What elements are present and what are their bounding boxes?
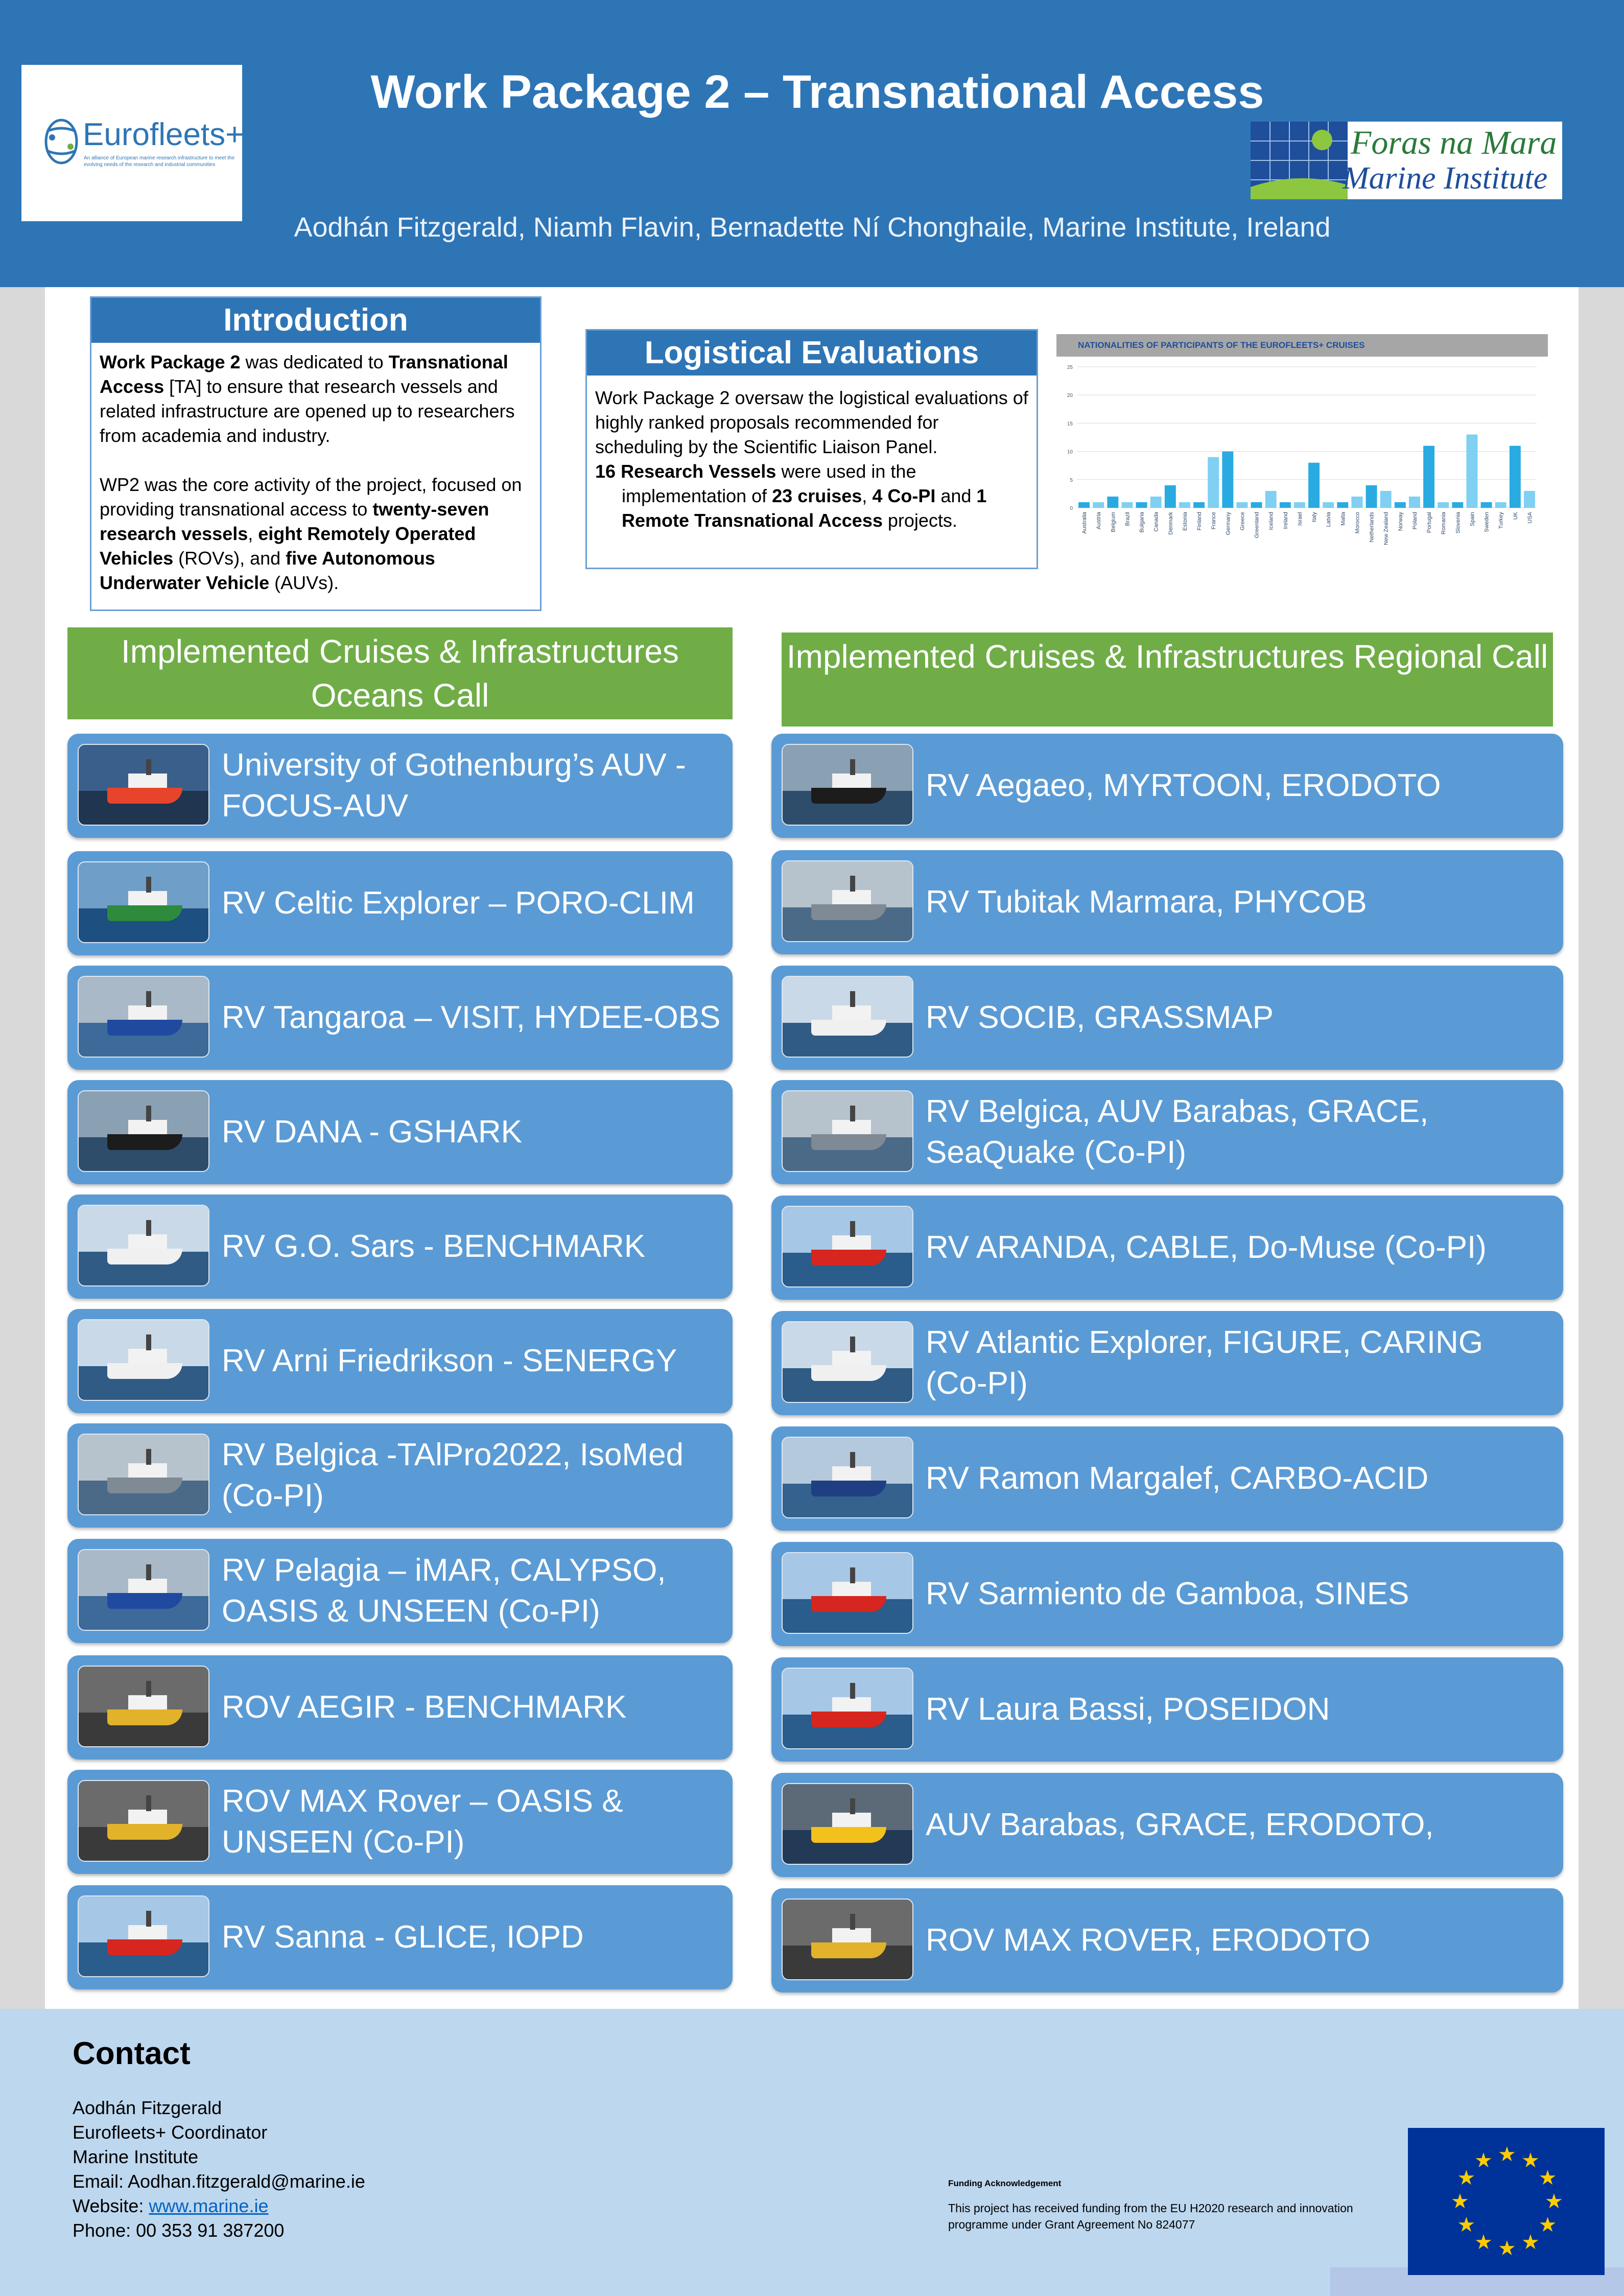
vessel-hull xyxy=(107,1824,182,1840)
infrastructure-item xyxy=(771,850,1563,954)
chart-x-tick-label: Turkey xyxy=(1498,512,1504,529)
vessel-cabin xyxy=(128,1234,167,1250)
chart-bar xyxy=(1351,497,1362,508)
vessel-mast xyxy=(146,877,151,893)
vessel-mast xyxy=(146,1449,151,1465)
vessel-cabin xyxy=(128,774,167,789)
website-link[interactable]: www.marine.ie xyxy=(149,2195,269,2216)
chart-x-tick-label: New Zealand xyxy=(1383,512,1390,545)
infrastructure-item xyxy=(67,851,733,955)
vessel-cabin xyxy=(832,1582,871,1598)
vessel-hull xyxy=(107,788,182,804)
chart-x-tick-label: Sweden xyxy=(1484,512,1490,532)
vessel-mast xyxy=(146,759,151,775)
contact-name: Aodhán Fitzgerald xyxy=(73,2097,222,2118)
text-run: 23 cruises xyxy=(772,485,862,506)
vessel-mast xyxy=(850,1106,855,1121)
chart-bar xyxy=(1409,497,1420,508)
oceans-call-heading: Implemented Cruises & Infrastructures Oceans Call xyxy=(67,627,733,719)
logistical-paragraph-1: Work Package 2 oversaw the logistical evaluations of highly ranked proposals recommended for scheduling by the Scientific Liaison Panel. xyxy=(595,387,1028,457)
infrastructure-label: RV Sarmiento de Gamboa, SINES xyxy=(926,1576,1409,1611)
infrastructure-label: RV Ramon Margalef, CARBO-ACID xyxy=(926,1461,1429,1496)
header-banner xyxy=(0,0,1624,287)
vessel-mast xyxy=(146,1795,151,1811)
chart-x-tick-label: Morocco xyxy=(1354,512,1361,534)
text-run: [TA] to ensure that research vessels and related infrastructure are opened up to researchers from academia and industry. xyxy=(100,376,515,446)
vessel-photo xyxy=(782,976,913,1058)
vessel-cabin xyxy=(128,1463,167,1479)
vessel-hull xyxy=(107,1478,182,1493)
vessel-cabin xyxy=(128,891,167,907)
chart-bar xyxy=(1395,502,1406,508)
infrastructure-label: ROV MAX ROVER, ERODOTO xyxy=(926,1923,1371,1958)
infrastructure-item xyxy=(771,1426,1563,1531)
contact-phone: Phone: 00 353 91 387200 xyxy=(73,2220,285,2241)
infrastructure-label: RV Laura Bassi, POSEIDON xyxy=(926,1692,1330,1727)
vessel-hull xyxy=(811,1365,886,1381)
vessel-cabin xyxy=(128,1695,167,1711)
vessel-hull xyxy=(107,905,182,921)
chart-bar xyxy=(1337,502,1348,508)
vessel-photo xyxy=(78,1319,209,1401)
infrastructure-label: RV Arni Friedrikson - SENERGY xyxy=(222,1343,677,1378)
vessel-hull xyxy=(811,1712,886,1727)
chart-y-tick-label: 10 xyxy=(1067,449,1073,455)
vessel-mast xyxy=(146,1681,151,1697)
chart-x-tick-label: UK xyxy=(1512,512,1519,520)
text-run: (ROVs), and xyxy=(173,548,286,569)
infrastructure-label: RV Belgica -TAlPro2022, IsoMed (Co-PI) xyxy=(222,1437,684,1513)
chart-x-tick-label: Germany xyxy=(1225,512,1232,535)
contact-org: Marine Institute xyxy=(73,2146,199,2167)
vessel-hull xyxy=(811,788,886,804)
text-run: and xyxy=(935,485,977,506)
vessel-photo xyxy=(782,1899,913,1980)
introduction-heading: Introduction xyxy=(91,298,540,343)
eu-flag-icon xyxy=(1408,2128,1605,2275)
vessel-mast xyxy=(850,1798,855,1814)
infrastructure-item xyxy=(771,966,1563,1070)
infrastructure-label: RV Pelagia – iMAR, CALYPSO, OASIS & UNSEEN (Co-PI) xyxy=(222,1553,666,1629)
chart-x-tick-label: Israel xyxy=(1297,512,1303,526)
vessel-hull xyxy=(811,1134,886,1150)
vessel-mast xyxy=(850,876,855,892)
vessel-mast xyxy=(146,1220,151,1236)
contact-role: Eurofleets+ Coordinator xyxy=(73,2122,268,2143)
chart-x-tick-label: Italy xyxy=(1311,512,1318,523)
infrastructure-item xyxy=(771,1542,1563,1646)
infrastructure-label: RV SOCIB, GRASSMAP xyxy=(926,1000,1274,1035)
vessel-mast xyxy=(146,991,151,1007)
eu-star-icon: ★ xyxy=(1521,2231,1540,2254)
vessel-hull xyxy=(107,1939,182,1955)
infrastructure-item xyxy=(67,1194,733,1299)
text-run: Transnational Access xyxy=(100,352,508,397)
vessel-cabin xyxy=(832,1928,871,1944)
infrastructure-label: ROV MAX Rover – OASIS & UNSEEN (Co-PI) xyxy=(222,1784,623,1860)
chart-x-tick-label: Bulgaria xyxy=(1139,512,1145,533)
chart-bar xyxy=(1323,502,1334,508)
vessel-hull xyxy=(811,1250,886,1266)
text-run: projects. xyxy=(882,510,957,531)
website-label: Website: xyxy=(73,2195,149,2216)
vessel-photo xyxy=(78,1895,209,1977)
poster-authors: Aodhán Fitzgerald, Niamh Flavin, Bernadette Ní Chonghaile, Marine Institute, Ireland xyxy=(294,212,1331,243)
chart-bar xyxy=(1222,452,1233,508)
logistical-heading: Logistical Evaluations xyxy=(587,331,1037,376)
vessel-photo xyxy=(78,1666,209,1747)
chart-x-tick-label: Romania xyxy=(1441,512,1447,535)
chart-bar xyxy=(1208,457,1219,508)
chart-plot xyxy=(1056,360,1548,574)
logistical-paragraph-2 xyxy=(595,459,1028,533)
chart-y-tick-label: 0 xyxy=(1070,506,1073,511)
vessel-hull xyxy=(811,1596,886,1612)
chart-bar xyxy=(1251,502,1262,508)
vessel-photo xyxy=(78,744,209,826)
vessel-cabin xyxy=(128,1349,167,1365)
vessel-cabin xyxy=(832,1466,871,1482)
chart-x-tick-label: France xyxy=(1211,512,1217,530)
text-run: Research Vessels xyxy=(621,461,776,482)
infrastructure-label: RV ARANDA, CABLE, Do-Muse (Co-PI) xyxy=(926,1230,1487,1265)
infrastructure-label: RV Belgica, AUV Barabas, GRACE, SeaQuake (Co-PI) xyxy=(926,1094,1429,1170)
chart-bar xyxy=(1308,463,1320,508)
contact-website xyxy=(73,2194,365,2218)
chart-y-tick-label: 5 xyxy=(1070,477,1073,483)
vessel-cabin xyxy=(832,1813,871,1829)
chart-bar xyxy=(1107,497,1118,508)
eu-star-icon: ★ xyxy=(1474,2149,1493,2172)
infrastructure-item xyxy=(771,1080,1563,1184)
vessel-hull xyxy=(107,1249,182,1264)
infrastructure-item xyxy=(67,734,733,838)
eu-star-icon: ★ xyxy=(1545,2190,1563,2213)
chart-bar xyxy=(1078,502,1090,508)
eurofleets-logo xyxy=(21,65,242,221)
vessel-hull xyxy=(107,1020,182,1036)
marine-institute-grid-icon xyxy=(1251,122,1348,199)
infrastructure-item xyxy=(771,1773,1563,1877)
chart-bar xyxy=(1236,502,1248,508)
chart-bar xyxy=(1366,485,1377,508)
vessel-cabin xyxy=(832,1120,871,1136)
eu-star-icon: ★ xyxy=(1538,2214,1557,2236)
text-run: eight Remotely Operated Vehicles xyxy=(100,523,476,569)
eu-star-icon: ★ xyxy=(1498,2237,1516,2260)
chart-x-tick-label: Austria xyxy=(1096,512,1102,530)
infrastructure-label: RV Celtic Explorer – PORO-CLIM xyxy=(222,885,695,921)
eu-star-icon: ★ xyxy=(1457,2167,1476,2189)
chart-x-tick-label: USA xyxy=(1526,512,1533,524)
chart-x-tick-label: Brazil xyxy=(1124,512,1131,526)
chart-bar xyxy=(1524,491,1535,508)
chart-x-tick-label: Portugal xyxy=(1426,512,1433,533)
vessel-photo xyxy=(78,1205,209,1286)
chart-x-tick-label: Belgium xyxy=(1110,512,1117,532)
vessel-photo xyxy=(78,1090,209,1172)
vessel-cabin xyxy=(128,1810,167,1825)
infrastructure-item xyxy=(67,966,733,1070)
vessel-mast xyxy=(146,1334,151,1350)
chart-bar xyxy=(1466,434,1477,508)
vessel-mast xyxy=(146,1911,151,1927)
vessel-cabin xyxy=(128,1579,167,1595)
vessel-mast xyxy=(850,1683,855,1699)
text-run: WP2 was the core activity of the project, focused on providing transnational access to xyxy=(100,474,522,520)
text-run: were used in the implementation of xyxy=(622,461,916,506)
chart-y-tick-label: 20 xyxy=(1067,393,1073,399)
chart-bar xyxy=(1380,491,1392,508)
vessel-photo xyxy=(782,1437,913,1518)
chart-bar xyxy=(1495,502,1507,508)
vessel-photo xyxy=(782,1321,913,1403)
text-run: five Autonomous Underwater Vehicle xyxy=(100,548,435,593)
chart-x-tick-label: Poland xyxy=(1411,512,1418,530)
chart-bar xyxy=(1265,491,1277,508)
eurofleets-logo-subtext: An alliance of European marine research infrastructure to meet the evolving needs of the research and industrial communities xyxy=(84,155,235,168)
chart-bar xyxy=(1121,502,1133,508)
logistical-box xyxy=(585,329,1038,569)
infrastructure-label: RV Aegaeo, MYRTOON, ERODOTO xyxy=(926,768,1441,803)
chart-bar xyxy=(1280,502,1291,508)
nationalities-chart xyxy=(1056,334,1548,574)
chart-x-tick-label: Norway xyxy=(1397,512,1404,531)
funding-text: This project has received funding from the EU H2020 research and innovation programme under Grant Agreement No 824077 xyxy=(948,2201,1353,2231)
text-run: Work Package 2 xyxy=(100,352,241,372)
text-run: twenty-seven research vessels xyxy=(100,499,489,544)
text-run: , xyxy=(862,485,873,506)
infrastructure-item xyxy=(771,734,1563,838)
chart-x-tick-label: Estonia xyxy=(1182,512,1188,531)
infrastructure-item xyxy=(67,1309,733,1413)
funding-heading: Funding Acknowledgement xyxy=(948,2178,1062,2188)
vessel-hull xyxy=(107,1363,182,1379)
chart-x-tick-label: Slovenia xyxy=(1455,512,1462,534)
infrastructure-item xyxy=(67,1080,733,1184)
chart-bar xyxy=(1481,502,1492,508)
vessel-mast xyxy=(850,1452,855,1468)
eu-star-icon: ★ xyxy=(1474,2231,1493,2254)
vessel-photo xyxy=(782,1090,913,1172)
infrastructure-label: RV Atlantic Explorer, FIGURE, CARING (Co-PI) xyxy=(926,1325,1484,1401)
regional-call-heading: Implemented Cruises & Infrastructures Regional Call xyxy=(782,632,1553,727)
chart-x-tick-label: Iceland xyxy=(1268,512,1275,530)
infrastructure-item xyxy=(771,1888,1563,1993)
chart-x-tick-label: Australia xyxy=(1081,512,1088,534)
vessel-cabin xyxy=(832,1697,871,1713)
introduction-box xyxy=(90,296,542,611)
infrastructure-label: RV G.O. Sars - BENCHMARK xyxy=(222,1229,646,1264)
infrastructure-item xyxy=(771,1657,1563,1762)
introduction-paragraph-1 xyxy=(100,350,532,448)
vessel-hull xyxy=(811,1827,886,1843)
mi-logo-english: Marine Institute xyxy=(1343,161,1548,196)
vessel-hull xyxy=(107,1134,182,1150)
vessel-mast xyxy=(850,1221,855,1237)
chart-y-tick-label: 25 xyxy=(1067,365,1073,370)
vessel-cabin xyxy=(832,1005,871,1021)
vessel-hull xyxy=(107,1709,182,1725)
vessel-hull xyxy=(811,1942,886,1958)
footer xyxy=(0,2009,1624,2296)
text-run: , xyxy=(248,523,258,544)
vessel-cabin xyxy=(832,774,871,789)
vessel-mast xyxy=(146,1564,151,1580)
eu-star-icon: ★ xyxy=(1538,2167,1557,2189)
mi-logo-irish: Foras na Mara xyxy=(1351,124,1557,161)
chart-bar xyxy=(1150,497,1162,508)
chart-bar xyxy=(1136,502,1147,508)
chart-x-tick-label: Denmark xyxy=(1167,512,1174,535)
vessel-mast xyxy=(850,1337,855,1352)
chart-bar xyxy=(1452,502,1463,508)
chart-bar xyxy=(1510,446,1521,508)
chart-x-tick-label: Latvia xyxy=(1326,512,1332,527)
vessel-hull xyxy=(811,1020,886,1036)
eu-star-icon: ★ xyxy=(1457,2214,1476,2236)
infrastructure-label: RV Sanna - GLICE, IOPD xyxy=(222,1919,584,1955)
infrastructure-item xyxy=(67,1423,733,1528)
chart-bar xyxy=(1165,485,1176,508)
infrastructure-label: AUV Barabas, GRACE, ERODOTO, xyxy=(926,1807,1434,1842)
vessel-hull xyxy=(811,1481,886,1496)
introduction-paragraph-2 xyxy=(100,473,532,595)
chart-x-tick-label: Finland xyxy=(1196,512,1203,531)
infrastructure-label: RV Tubitak Marmara, PHYCOB xyxy=(926,884,1367,920)
chart-bar xyxy=(1179,502,1190,508)
contact-details xyxy=(73,2096,365,2243)
vessel-photo xyxy=(782,1206,913,1287)
eu-star-icon: ★ xyxy=(1451,2190,1469,2213)
infrastructure-item xyxy=(67,1770,733,1874)
infrastructure-item xyxy=(771,1311,1563,1415)
vessel-photo xyxy=(78,976,209,1058)
vessel-mast xyxy=(850,1914,855,1930)
vessel-cabin xyxy=(128,1925,167,1941)
vessel-cabin xyxy=(128,1120,167,1136)
vessel-photo xyxy=(782,1668,913,1749)
chart-x-tick-label: Netherlands xyxy=(1369,512,1375,543)
text-run: 1 Remote Transnational Access xyxy=(622,485,987,531)
chart-bar xyxy=(1294,502,1305,508)
chart-bar xyxy=(1423,446,1434,508)
chart-x-tick-label: Malta xyxy=(1340,512,1347,526)
vessel-photo xyxy=(78,1780,209,1862)
poster-title: Work Package 2 – Transnational Access xyxy=(370,66,1264,118)
chart-bar xyxy=(1438,502,1449,508)
vessel-mast xyxy=(146,1106,151,1121)
vessel-mast xyxy=(850,759,855,775)
chart-title: NATIONALITIES OF PARTICIPANTS OF THE EUROFLEETS+ CRUISES xyxy=(1078,340,1365,350)
chart-x-tick-label: Spain xyxy=(1469,512,1476,527)
text-run: 16 xyxy=(595,461,616,482)
chart-bar xyxy=(1193,502,1205,508)
vessel-cabin xyxy=(128,1005,167,1021)
vessel-hull xyxy=(107,1593,182,1609)
infrastructure-label: ROV AEGIR - BENCHMARK xyxy=(222,1690,627,1725)
vessel-photo xyxy=(782,1783,913,1865)
infrastructure-label: RV DANA - GSHARK xyxy=(222,1114,523,1150)
vessel-photo xyxy=(78,1549,209,1631)
infrastructure-item xyxy=(67,1885,733,1989)
vessel-photo xyxy=(782,1552,913,1634)
vessel-mast xyxy=(850,991,855,1007)
infrastructure-label: RV Tangaroa – VISIT, HYDEE-OBS xyxy=(222,1000,721,1035)
text-run: 4 Co-PI xyxy=(872,485,936,506)
eu-star-icon: ★ xyxy=(1521,2149,1540,2172)
chart-x-tick-label: Ireland xyxy=(1282,512,1289,529)
vessel-photo xyxy=(782,744,913,826)
vessel-photo xyxy=(78,1434,209,1515)
text-run: was dedicated to xyxy=(240,352,389,372)
vessel-cabin xyxy=(832,1351,871,1367)
text-run xyxy=(616,461,621,482)
chart-x-tick-label: Canada xyxy=(1153,512,1160,532)
vessel-mast xyxy=(850,1567,855,1583)
eurofleets-logo-text: Eurofleets+ xyxy=(83,117,244,152)
vessel-hull xyxy=(811,904,886,920)
chart-x-tick-label: Greenland xyxy=(1254,512,1260,538)
chart-x-tick-label: Greece xyxy=(1239,512,1246,531)
vessel-photo xyxy=(78,861,209,943)
vessel-cabin xyxy=(832,1235,871,1251)
vessel-cabin xyxy=(832,890,871,906)
marine-institute-logo xyxy=(1251,122,1562,199)
chart-bar xyxy=(1093,502,1104,508)
text-run: (AUVs). xyxy=(269,572,339,593)
contact-email: Email: Aodhan.fitzgerald@marine.ie xyxy=(73,2171,365,2192)
chart-y-tick-label: 15 xyxy=(1067,421,1073,427)
infrastructure-item xyxy=(67,1539,733,1643)
infrastructure-item xyxy=(67,1655,733,1760)
contact-heading: Contact xyxy=(73,2036,191,2071)
eu-star-icon: ★ xyxy=(1498,2143,1516,2166)
infrastructure-label: University of Gothenburg’s AUV - FOCUS-AUV xyxy=(222,747,686,824)
vessel-photo xyxy=(782,860,913,942)
infrastructure-item xyxy=(771,1196,1563,1300)
